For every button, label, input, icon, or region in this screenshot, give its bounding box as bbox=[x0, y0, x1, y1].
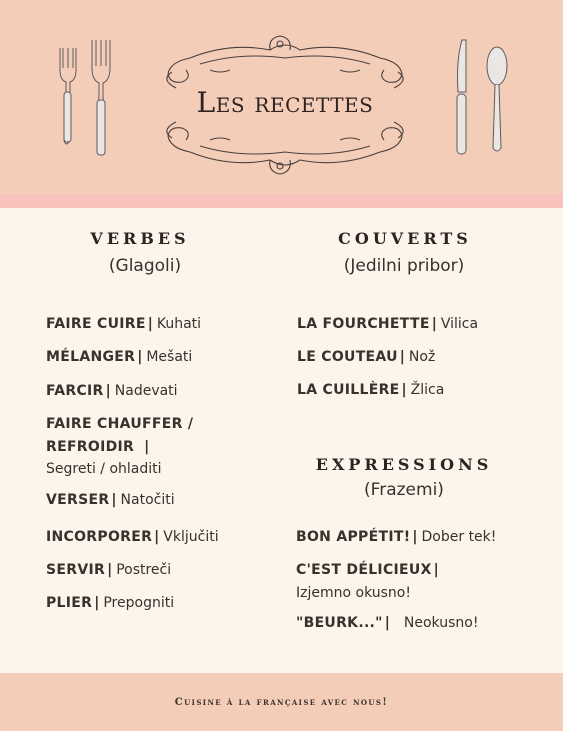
list-item-translation: Izjemno okusno! bbox=[296, 585, 411, 601]
section-heading-couverts: COUVERTS bbox=[338, 229, 472, 248]
list-item: FAIRE CUIRE | Kuhati bbox=[46, 316, 202, 332]
section-heading-expressions: EXPRESSIONS bbox=[315, 455, 493, 474]
section-subheading-couverts: (Jedilni pribor) bbox=[343, 256, 465, 276]
list-item: BON APPÉTIT! | Dober tek! bbox=[296, 529, 497, 545]
section-subheading-expressions: (Frazemi) bbox=[364, 480, 444, 500]
page-title: Les recettes bbox=[196, 86, 374, 119]
list-item-continued: REFROIDIR | bbox=[46, 439, 150, 455]
section-subheading-verbes: (Glagoli) bbox=[108, 256, 182, 276]
list-item: FAIRE CHAUFFER / bbox=[46, 416, 194, 432]
list-item: MÉLANGER | Mešati bbox=[46, 349, 193, 365]
list-item: LA CUILLÈRE | Žlica bbox=[297, 382, 445, 398]
spoon-icon bbox=[487, 47, 507, 151]
list-item: VERSER | Natočiti bbox=[46, 492, 175, 508]
list-item: C'EST DÉLICIEUX | bbox=[296, 562, 439, 578]
list-item: "BEURK..." | Neokusno! bbox=[296, 615, 479, 631]
knife-icon bbox=[457, 40, 466, 154]
fork-icon bbox=[92, 40, 110, 155]
list-item: LA FOURCHETTE | Vilica bbox=[297, 316, 479, 332]
list-item: INCORPORER | Vključiti bbox=[46, 529, 219, 545]
list-item: SERVIR | Postreči bbox=[46, 562, 172, 578]
list-item: FARCIR | Nadevati bbox=[46, 383, 178, 399]
list-item: LE COUTEAU | Nož bbox=[297, 349, 436, 365]
fork-icon bbox=[60, 48, 76, 144]
list-item: PLIER | Prepogniti bbox=[46, 595, 175, 611]
footer-tagline: Cuisine à la française avec nous! bbox=[174, 697, 389, 708]
list-item-translation: Segreti / ohladiti bbox=[46, 461, 162, 477]
section-heading-verbes: VERBES bbox=[90, 229, 190, 248]
